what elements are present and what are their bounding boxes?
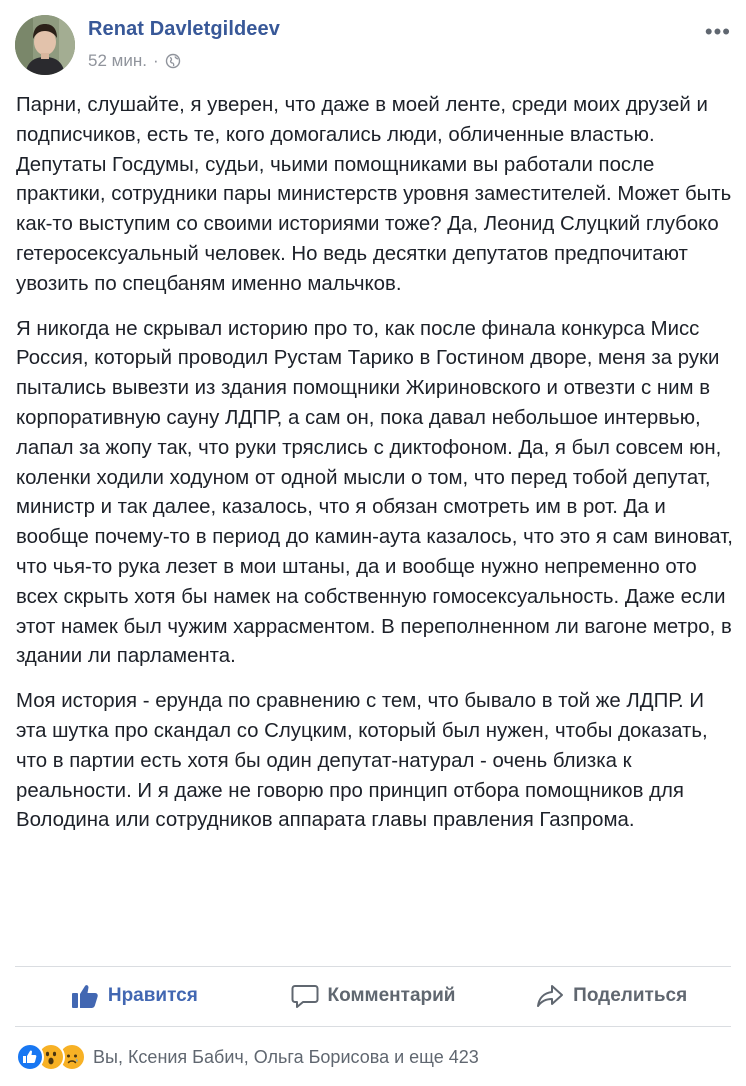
reaction-icons xyxy=(16,1043,79,1071)
post-paragraph-2: Я никогда не скрывал историю про то, как после финала конкурса Мисс Россия, который проводил Рустам Тарико в Гостином дворе, меня за руки пытались вывезти из здания помощники Жириновского и отвезти с ним в корпоративную сауну ЛДПР, а сам он, пока давал небольшое интервью, лапал за жопу так, что руки тряслись с диктофоном. Да, я был совсем юн, коленки ходили ходуном от одной мысли о том, что перед тобой депутат, министр и так далее, казалось, что я обязан смотреть им в рот. Да и вообще почему-то в период до камин-аута казалось, что это я сам виноват, что чья-то рука лезет в мои штаны, да и вообще нужно непременно ото всех скрыть хотя бы намек на собственную гомосексуальность. Даже если этот намек был чужим харрасментом. В переполненном ли вагоне метро, в здании ли парламента. xyxy=(16,317,733,668)
like-reaction-glyph xyxy=(18,1045,42,1069)
more-options-icon[interactable]: ••• xyxy=(704,19,731,44)
post-meta xyxy=(88,51,181,71)
comment-button[interactable] xyxy=(254,966,493,1026)
avatar-image xyxy=(15,15,75,75)
actions-bottom-divider xyxy=(15,1026,731,1027)
thumbs-up-icon xyxy=(71,983,99,1009)
author-name[interactable]: Renat Davletgildeev xyxy=(88,18,280,40)
post-paragraph-1: Парни, слушайте, я уверен, что даже в моей ленте, среди моих друзей и подписчиков, есть те, кого домогались люди, обличенные властью. Депутаты Госдумы, судьи, чьими помощниками вы работали после практики, сотрудники пары министерств уровня заместителей. Может быть как-то выступим со своими историями тоже? Да, Леонид Слуцкий глубоко гетеросексуальный человек. Но ведь десятки депутатов предпочитают увозить по спецбаням именно мальчков. xyxy=(16,94,732,295)
post-header xyxy=(15,15,731,77)
post-timestamp[interactable]: 52 мин. xyxy=(88,51,147,70)
reactions-summary[interactable] xyxy=(16,1044,479,1070)
like-label: Нравится xyxy=(107,985,198,1006)
post-body xyxy=(16,91,736,851)
reactions-text[interactable]: Вы, Ксения Бабич, Ольга Борисова и еще 423 xyxy=(93,1046,479,1067)
like-button[interactable] xyxy=(15,966,254,1026)
comment-icon xyxy=(291,983,319,1009)
share-button[interactable] xyxy=(492,966,731,1026)
author-avatar[interactable] xyxy=(15,15,75,75)
like-icon xyxy=(16,1043,44,1071)
meta-separator: · xyxy=(152,51,159,70)
post-actions-bar xyxy=(15,966,731,1026)
share-label: Поделиться xyxy=(573,985,688,1006)
share-icon xyxy=(536,983,564,1009)
globe-icon[interactable] xyxy=(165,53,181,69)
post-paragraph-3: Моя история - ерунда по сравнению с тем, что бывало в той же ЛДПР. И эта шутка про скандал со Слуцким, который был нужен, чтобы доказать, что в партии есть хотя бы один депутат-натурал - очень близка к реальности. И я даже не говорю про принцип отбора помощников для Володина или сотрудников аппарата главы правления Газпрома. xyxy=(16,690,708,832)
comment-label: Комментарий xyxy=(327,985,456,1006)
